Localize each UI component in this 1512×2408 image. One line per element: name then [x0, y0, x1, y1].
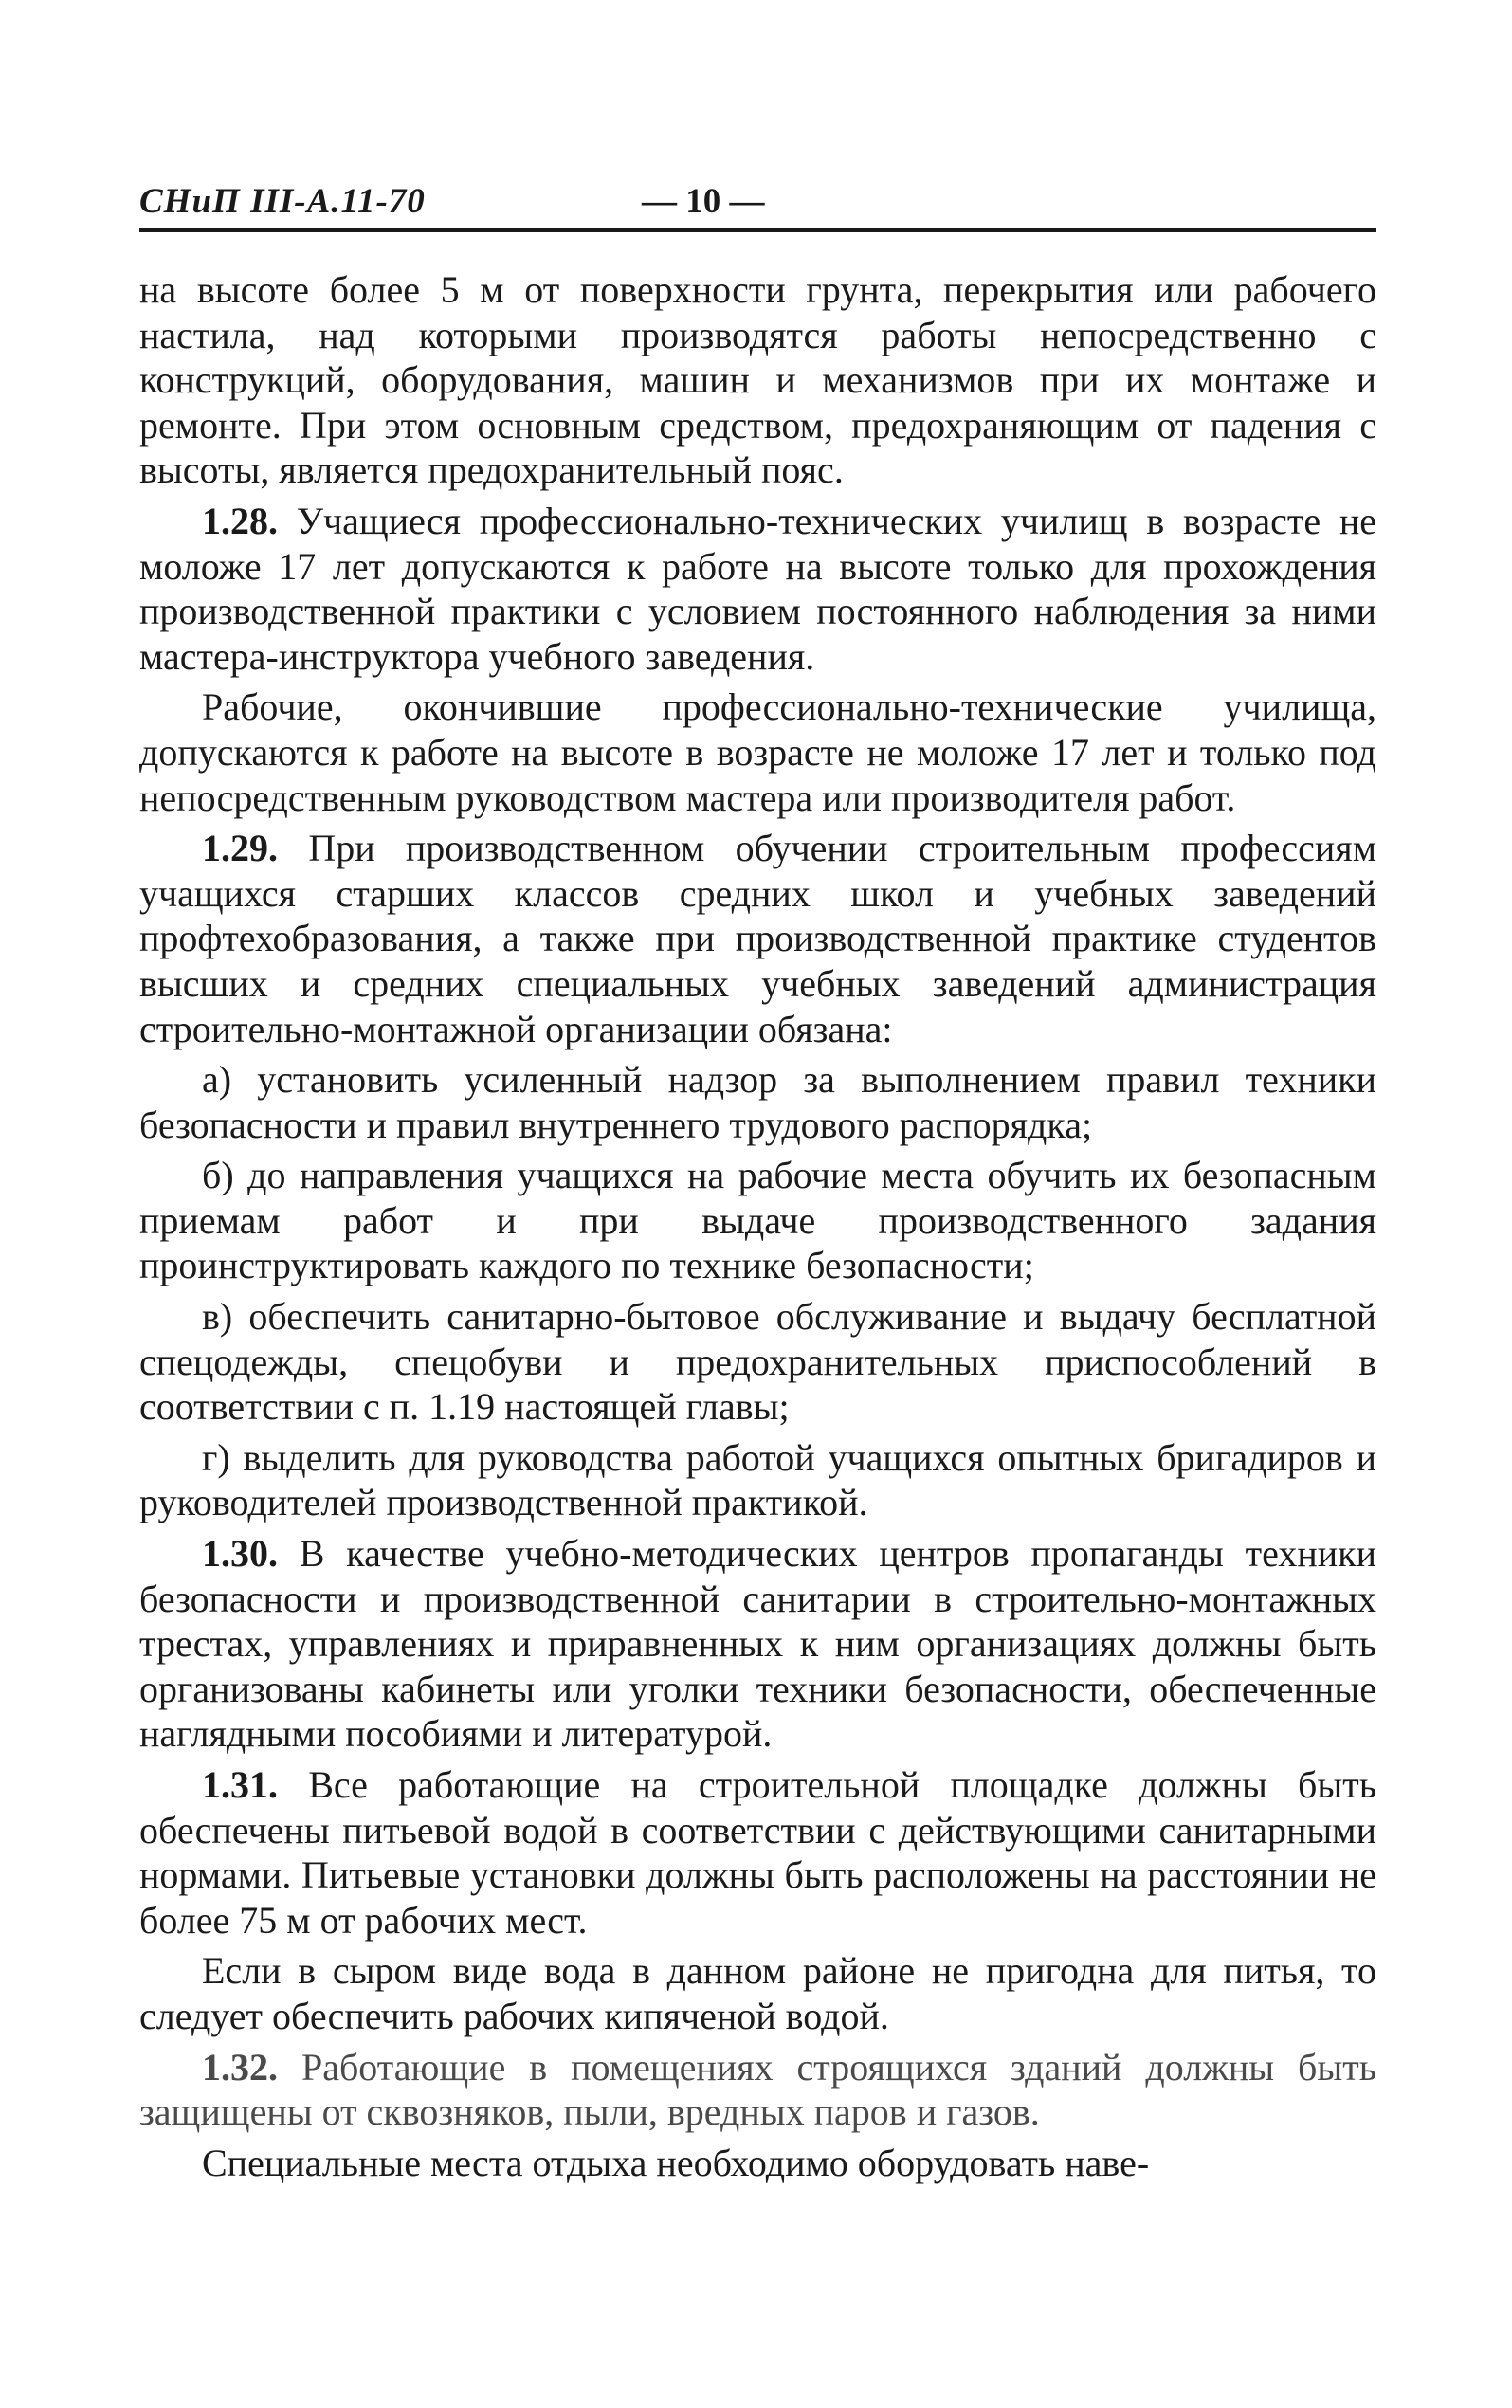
paragraph-1-29: 1.29. При производственном обучении строительным профессиям учащихся старших классов средних школ и учебных заведений профтехобразования, а также при производственной практике студентов высших и средних специальных учебных заведений администрация строительно-монтажной организации обязана: [139, 827, 1377, 1050]
list-item-v: в) обеспечить санитарно-бытовое обслуживание и выдачу бесплатной спецодежды, спецобуви и предохранительных приспособлений в соответствии с п. 1.19 настоящей главы; [139, 1295, 1376, 1429]
paragraph-1-28: 1.28. Учащиеся профессионально-технических училищ в возрасте не моложе 17 лет допускаются к работе на высоте только для прохождения производственной практики с условием постоянного наблюдения за ними мастера-инструктора учебного заведения. [139, 499, 1376, 678]
clause-number: 1.32. [202, 2045, 278, 2089]
clause-number: 1.29. [202, 827, 278, 870]
paragraph: Если в сыром виде вода в данном районе не пригодна для питья, то следует обеспечить рабочих кипяченой водой. [139, 1949, 1376, 2037]
list-item-g: г) выделить для руководства работой учащихся опытных бригадиров и руководителей производственной практикой. [139, 1435, 1376, 1524]
clause-number: 1.30. [202, 1532, 278, 1576]
clause-number: 1.28. [202, 499, 278, 542]
list-item-b: б) до направления учащихся на рабочие места обучить их безопасным приемам работ и при выдаче производственного задания проинструктировать каждого по технике безопасности; [139, 1154, 1376, 1287]
document-code: СНиП III-А.11-70 [139, 182, 426, 221]
paragraph-1-31: 1.31. Все работающие на строительной площадке должны быть обеспечены питьевой водой в соответствии с действующими санитарными нормами. Питьевые установки должны быть расположены на расстоянии не более 75 м от рабочих мест. [139, 1763, 1376, 1942]
paragraph: Специальные места отдыха необходимо оборудовать наве- [202, 2141, 1150, 2184]
page-number: — 10 — [642, 182, 765, 221]
paragraph-1-32: 1.32. Работающие в помещениях строящихся зданий должны быть защищены от сквозняков, пыли, вредных паров и газов. [139, 2045, 1377, 2134]
clause-number: 1.31. [202, 1763, 278, 1806]
list-item-a: а) установить усиленный надзор за выполнением правил техники безопасности и правил внутреннего трудового распорядка; [139, 1058, 1376, 1146]
paragraph: Рабочие, окончившие профессионально-технические училища, допускаются к работе на высоте в возрасте не моложе 17 лет и только под непосредственным руководством мастера или производителя работ. [139, 685, 1376, 819]
page-header [139, 180, 1376, 224]
document-body [139, 267, 1376, 2191]
paragraph-1-30: 1.30. В качестве учебно-методических центров пропаганды техники безопасности и производственной санитарии в строительно-монтажных трестах, управлениях и приравненных к ним организациях должны быть организованы кабинеты или уголки техники безопасности, обеспеченные наглядными пособиями и литературой. [139, 1532, 1377, 1756]
header-rule [139, 228, 1376, 232]
paragraph: на высоте более 5 м от поверхности грунта, перекрытия или рабочего настила, над которыми производятся работы непосредственно с конструкций, оборудования, машин и механизмов при их монтаже и ремонте. При этом основным средством, предохраняющим от падения с высоты, является предохранительный пояс. [139, 268, 1376, 492]
